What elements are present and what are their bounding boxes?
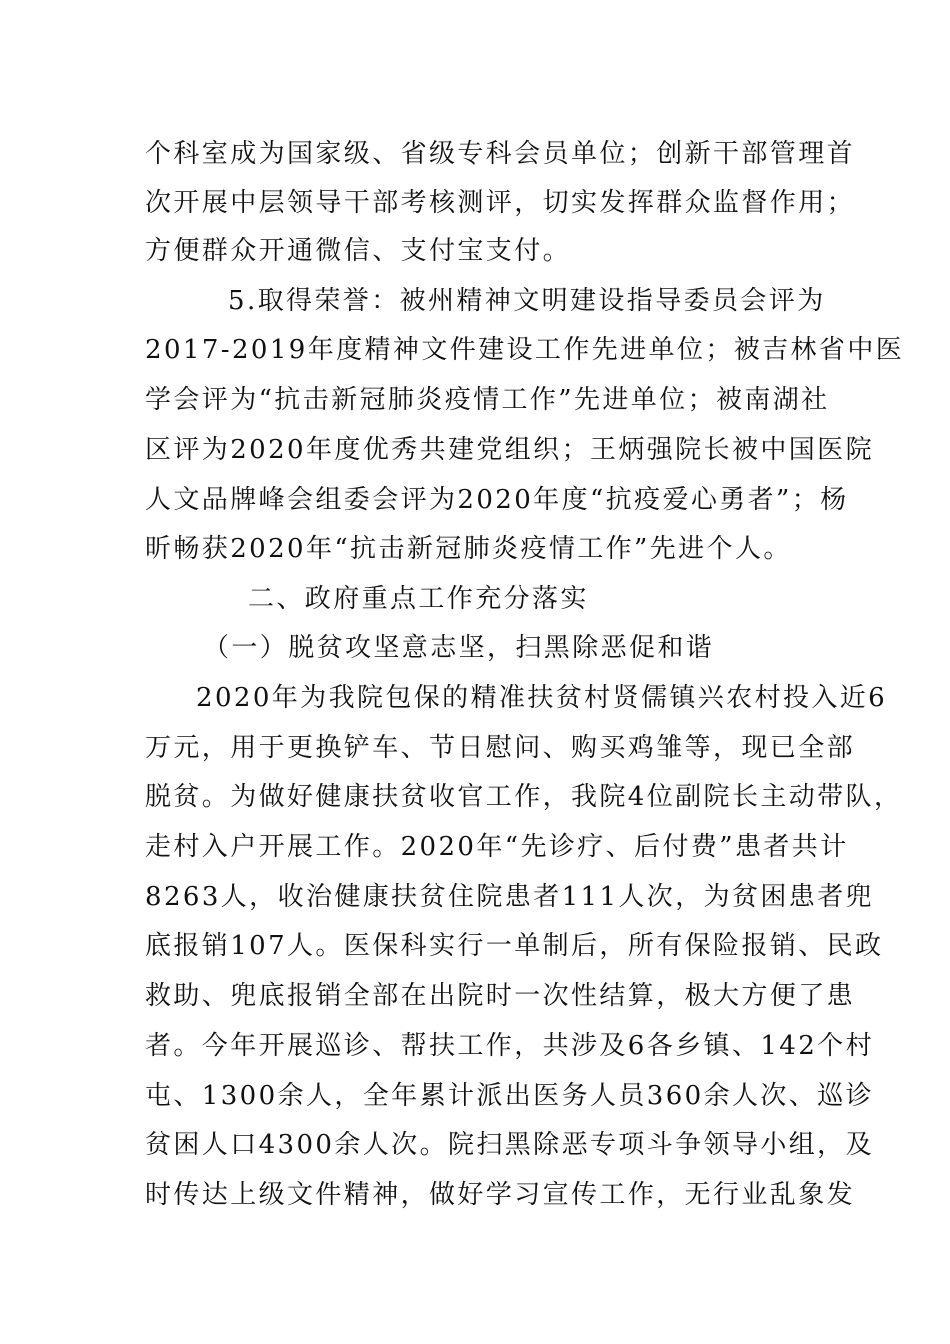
body-text-line: 屯、1300余人，全年累计派出医务人员360余人次、巡诊 xyxy=(145,1081,874,1111)
body-text-line: 底报销107人。医保科实行一单制后，所有保险报销、民政 xyxy=(145,931,884,961)
body-text-line: 贫困人口4300余人次。院扫黑除恶专项斗争领导小组，及 xyxy=(145,1130,874,1160)
body-text-line: 8263人，收治健康扶贫住院患者111人次，为贫困患者兜 xyxy=(145,882,874,912)
body-text-line: 人文品牌峰会组委会评为2020年度“抗疫爱心勇者”；杨 xyxy=(145,485,849,515)
list-item-honors: 5.取得荣誉：被州精神文明建设指导委员会评为 xyxy=(228,286,826,316)
body-text-line: 方便群众开通微信、支付宝支付。 xyxy=(145,236,572,266)
subsection-heading: （一）脱贫攻坚意志坚，扫黑除恶促和谐 xyxy=(203,633,715,663)
body-text-line: 2017-2019年度精神文件建设工作先进单位；被吉林省中医 xyxy=(145,335,905,365)
section-heading: 二、政府重点工作充分落实 xyxy=(248,584,589,614)
body-text-line: 时传达上级文件精神，做好学习宣传工作，无行业乱象发 xyxy=(145,1180,856,1210)
body-text-line: 个科室成为国家级、省级专科会员单位；创新干部管理首 xyxy=(145,139,856,169)
body-text-line: 救助、兜底报销全部在出院时一次性结算，极大方便了患 xyxy=(145,981,856,1011)
body-text-line: 万元，用于更换铲车、节日慰问、购买鸡雏等，现已全部 xyxy=(145,733,856,763)
body-text-line: 昕畅获2020年“抗击新冠肺炎疫情工作”先进个人。 xyxy=(145,534,792,564)
body-text-line: 者。今年开展巡诊、帮扶工作，共涉及6各乡镇、142个村 xyxy=(145,1031,874,1061)
body-text-line: 走村入户开展工作。2020年“先诊疗、后付费”患者共计 xyxy=(145,832,849,862)
body-text-line: 次开展中层领导干部考核测评，切实发挥群众监督作用； xyxy=(145,188,856,218)
body-text-line: 2020年为我院包保的精准扶贫村贤儒镇兴农村投入近6 xyxy=(196,683,888,713)
body-text-line: 脱贫。为做好健康扶贫收官工作，我院4位副院长主动带队， xyxy=(145,782,903,812)
body-text-line: 区评为2020年度优秀共建党组织；王炳强院长被中国医院 xyxy=(145,435,874,465)
body-text-line: 学会评为“抗击新冠肺炎疫情工作”先进单位；被南湖社 xyxy=(145,385,830,415)
